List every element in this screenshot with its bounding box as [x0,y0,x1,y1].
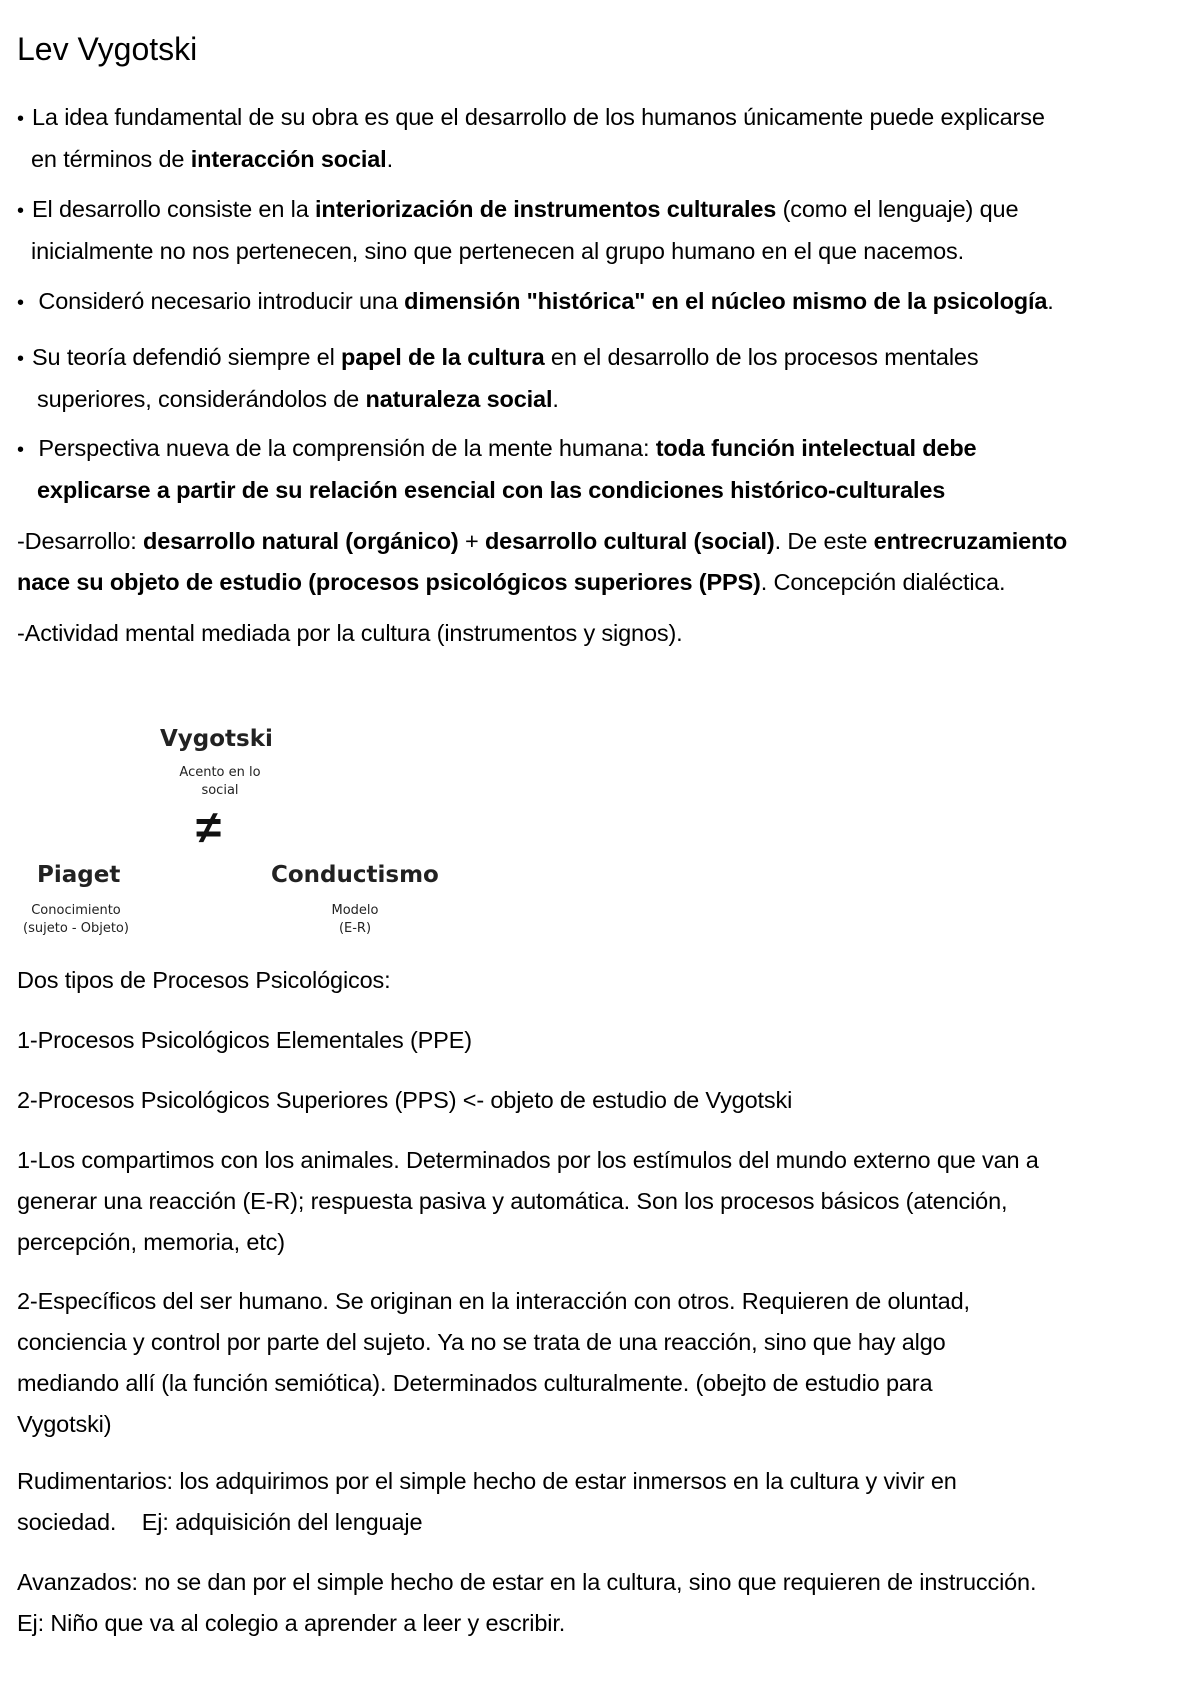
dos-tipos-paragraph: Dos tipos de Procesos Psicológicos: [17,967,391,993]
bullet-item-3 [17,281,1177,323]
bullet-line [32,196,1018,222]
bold-text-segment: interiorización de instrumentos culturales [315,196,777,222]
paragraph-line: Avanzados: no se dan por el simple hecho de estar en la cultura, sino que requieren de instrucción. [17,1569,1037,1595]
paragraph-line [17,562,1177,603]
paragraph-line: 1-Los compartimos con los animales. Determinados por los estímulos del mundo externo que van a [17,1147,1039,1173]
bullet-dot-icon: • [17,200,24,222]
text-segment: . Concepción dialéctica. [760,569,1006,595]
bullet-line [32,435,976,461]
text-segment: (como el lenguaje) que [776,196,1019,222]
actividad-paragraph: -Actividad mental mediada por la cultura (instrumentos y signos). [17,620,683,646]
bold-text-segment: interacción social [190,146,387,172]
paragraph-line [17,521,1177,562]
text-segment: inicialmente no nos pertenecen, sino que pertenecen al grupo humano en el que nacemos. [31,238,964,264]
paragraph-line: Vygotski) [17,1411,112,1437]
text-segment: . [386,146,393,172]
page-title: Lev Vygotski [17,31,198,67]
avanzados-paragraph [17,1562,1177,1644]
text-segment: La idea fundamental de su obra es que el desarrollo de los humanos únicamente puede explicarse [32,104,1045,130]
bullet-line [17,470,1177,510]
text-segment: . De este [774,528,874,554]
diagram-vygotski-label: Vygotski [160,726,273,752]
ppe-paragraph: 1-Procesos Psicológicos Elementales (PPE) [17,1027,472,1053]
rudimentarios-paragraph [17,1461,1177,1543]
text-segment: El desarrollo consiste en la [32,196,316,222]
bold-text-segment: desarrollo natural (orgánico) [143,528,459,554]
diagram-note-line: (E-R) [338,921,372,936]
bullet-item-5 [17,428,1177,510]
bold-text-segment: naturaleza social [365,386,553,412]
diagram-note-line: (sujeto - Objeto) [23,921,129,936]
diagram-conductismo-label: Conductismo [271,862,439,888]
vygotski-comparison-diagram [0,720,470,940]
paragraph-line: percepción, memoria, etc) [17,1229,285,1255]
text-segment: superiores, considerándolos de [37,386,366,412]
diagram-conductismo-note [300,902,410,938]
text-segment: en términos de [31,146,191,172]
text-segment: + [458,528,485,554]
text-segment: -Desarrollo: [17,528,144,554]
bullet-dot-icon: • [17,108,24,130]
text-segment: Consideró necesario introducir una [32,288,405,314]
bullet-line [32,104,1045,130]
text-segment: . [1047,288,1054,314]
text-segment: . [552,386,559,412]
bullet-dot-icon: • [17,439,24,461]
bullet-dot-icon: • [17,348,24,370]
paragraph-line: 2-Específicos del ser humano. Se originan en la interacción con otros. Requieren de oluntad, [17,1288,970,1314]
bullet-item-4 [17,337,1177,419]
bullet-dot-icon: • [17,292,24,314]
paragraph-line: generar una reacción (E-R); respuesta pasiva y automática. Son los procesos básicos (atención, [17,1188,1008,1214]
paragraph-line: sociedad. Ej: adquisición del lenguaje [17,1509,423,1535]
bold-text-segment: entrecruzamiento [873,528,1068,554]
desarrollo-paragraph [17,521,1177,603]
bold-text-segment: toda función intelectual debe [655,435,977,461]
diagram-vygotski-note [160,764,280,800]
text-segment: Su teoría defendió siempre el [32,344,342,370]
bold-text-segment: papel de la cultura [341,344,545,370]
superiores-description [17,1281,1177,1445]
bold-text-segment: desarrollo cultural (social) [484,528,775,554]
not-equal-icon: ≠ [196,801,222,853]
paragraph-line: Rudimentarios: los adquirimos por el simple hecho de estar inmersos en la cultura y vivir en [17,1468,957,1494]
bold-text-segment: nace su objeto de estudio (procesos psicológicos superiores (PPS) [17,569,761,595]
pps-paragraph: 2-Procesos Psicológicos Superiores (PPS) <- objeto de estudio de Vygotski [17,1087,793,1113]
diagram-note-line: Modelo [331,903,379,918]
bold-text-segment: explicarse a partir de su relación esencial con las condiciones histórico-culturales [37,477,946,503]
diagram-piaget-note [8,902,144,938]
elementales-description [17,1140,1177,1263]
diagram-note-line: Conocimiento [31,903,121,918]
paragraph-line: conciencia y control por parte del sujeto. Ya no se trata de una reacción, sino que hay algo [17,1329,946,1355]
text-segment: Perspectiva nueva de la comprensión de la mente humana: [32,435,656,461]
diagram-piaget-label: Piaget [37,862,121,888]
bullet-line [32,288,1054,314]
diagram-note-line: Acento en lo [179,765,261,780]
bullet-line [32,344,978,370]
bullet-line [17,139,1177,179]
bullet-line [17,379,1177,419]
text-segment: en el desarrollo de los procesos mentales [544,344,979,370]
paragraph-line: Ej: Niño que va al colegio a aprender a leer y escribir. [17,1610,566,1636]
diagram-note-line: social [201,783,239,798]
paragraph-line: mediando allí (la función semiótica). Determinados culturalmente. (obejto de estudio para [17,1370,933,1396]
bullet-item-2 [17,189,1177,271]
bold-text-segment: dimensión "histórica" en el núcleo mismo de la psicología [404,288,1048,314]
bullet-line [17,231,1177,271]
bullet-item-1 [17,97,1177,179]
